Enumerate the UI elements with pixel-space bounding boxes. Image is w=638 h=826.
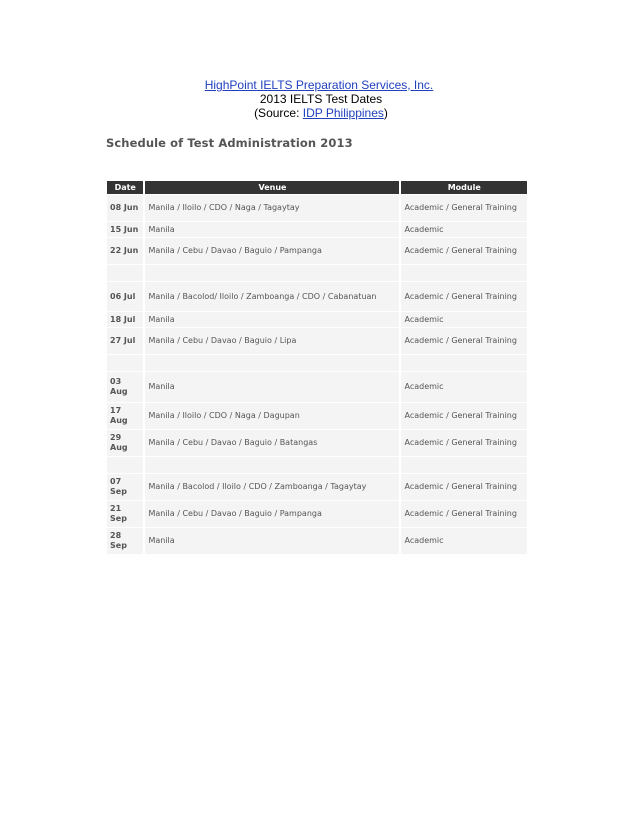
source-link[interactable]: IDP Philippines [302, 106, 384, 120]
date-cell: 08 Jun [107, 195, 143, 221]
table-row [107, 195, 527, 221]
table-row [107, 528, 527, 554]
venue-cell [145, 355, 399, 371]
venue-cell: Manila / Cebu / Davao / Baguio / Batangas [145, 430, 399, 456]
module-cell: Academic [401, 372, 527, 402]
date-cell: 18 Jul [107, 312, 143, 327]
venue-cell: Manila [145, 528, 399, 554]
module-cell: Academic / General Training [401, 328, 527, 354]
table-row [107, 457, 527, 473]
venue-cell: Manila [145, 222, 399, 237]
date-cell [107, 457, 143, 473]
date-cell: 17 Aug [107, 403, 143, 429]
module-cell: Academic / General Training [401, 430, 527, 456]
schedule-title: Schedule of Test Administration 2013 [106, 136, 353, 150]
module-cell [401, 355, 527, 371]
table-row [107, 355, 527, 371]
venue-cell [145, 457, 399, 473]
document-header [0, 78, 638, 120]
date-cell: 27 Jul [107, 328, 143, 354]
table-row [107, 474, 527, 500]
venue-cell: Manila / Cebu / Davao / Baguio / Pampanga [145, 501, 399, 527]
module-cell: Academic [401, 528, 527, 554]
table-header-row [107, 181, 527, 194]
table-row [107, 403, 527, 429]
table-row [107, 312, 527, 327]
venue-cell: Manila / Cebu / Davao / Baguio / Lipa [145, 328, 399, 354]
source-suffix: ) [383, 106, 388, 120]
venue-cell: Manila / Cebu / Davao / Baguio / Pampanga [145, 238, 399, 264]
module-cell: Academic / General Training [401, 195, 527, 221]
venue-cell [145, 265, 399, 281]
date-cell [107, 265, 143, 281]
module-cell: Academic / General Training [401, 282, 527, 311]
venue-cell: Manila / Bacolod / Iloilo / CDO / Zamboanga / Tagaytay [145, 474, 399, 500]
schedule-table [105, 180, 529, 555]
column-header-venue: Venue [145, 181, 399, 194]
date-cell: 03 Aug [107, 372, 143, 402]
venue-cell: Manila [145, 312, 399, 327]
module-cell: Academic / General Training [401, 474, 527, 500]
date-cell: 07 Sep [107, 474, 143, 500]
module-cell: Academic / General Training [401, 403, 527, 429]
table-row [107, 372, 527, 402]
module-cell: Academic / General Training [401, 501, 527, 527]
date-cell [107, 355, 143, 371]
module-cell [401, 265, 527, 281]
date-cell: 22 Jun [107, 238, 143, 264]
venue-cell: Manila / Iloilo / CDO / Naga / Tagaytay [145, 195, 399, 221]
date-cell: 29 Aug [107, 430, 143, 456]
table-row [107, 222, 527, 237]
date-cell: 06 Jul [107, 282, 143, 311]
date-cell: 28 Sep [107, 528, 143, 554]
module-cell [401, 457, 527, 473]
table-row [107, 501, 527, 527]
table-row [107, 282, 527, 311]
module-cell: Academic / General Training [401, 238, 527, 264]
document-subtitle: 2013 IELTS Test Dates [259, 92, 383, 106]
table-row [107, 430, 527, 456]
source-line [2, 106, 638, 120]
date-cell: 15 Jun [107, 222, 143, 237]
venue-cell: Manila / Iloilo / CDO / Naga / Dagupan [145, 403, 399, 429]
company-link[interactable]: HighPoint IELTS Preparation Services, Inc. [204, 78, 434, 92]
venue-cell: Manila / Bacolod/ Iloilo / Zamboanga / CDO / Cabanatuan [145, 282, 399, 311]
module-cell: Academic [401, 312, 527, 327]
table-row [107, 328, 527, 354]
module-cell: Academic [401, 222, 527, 237]
column-header-date: Date [107, 181, 143, 194]
table-row [107, 238, 527, 264]
venue-cell: Manila [145, 372, 399, 402]
source-prefix: (Source: [254, 106, 303, 120]
column-header-module: Module [401, 181, 527, 194]
date-cell: 21 Sep [107, 501, 143, 527]
table-row [107, 265, 527, 281]
